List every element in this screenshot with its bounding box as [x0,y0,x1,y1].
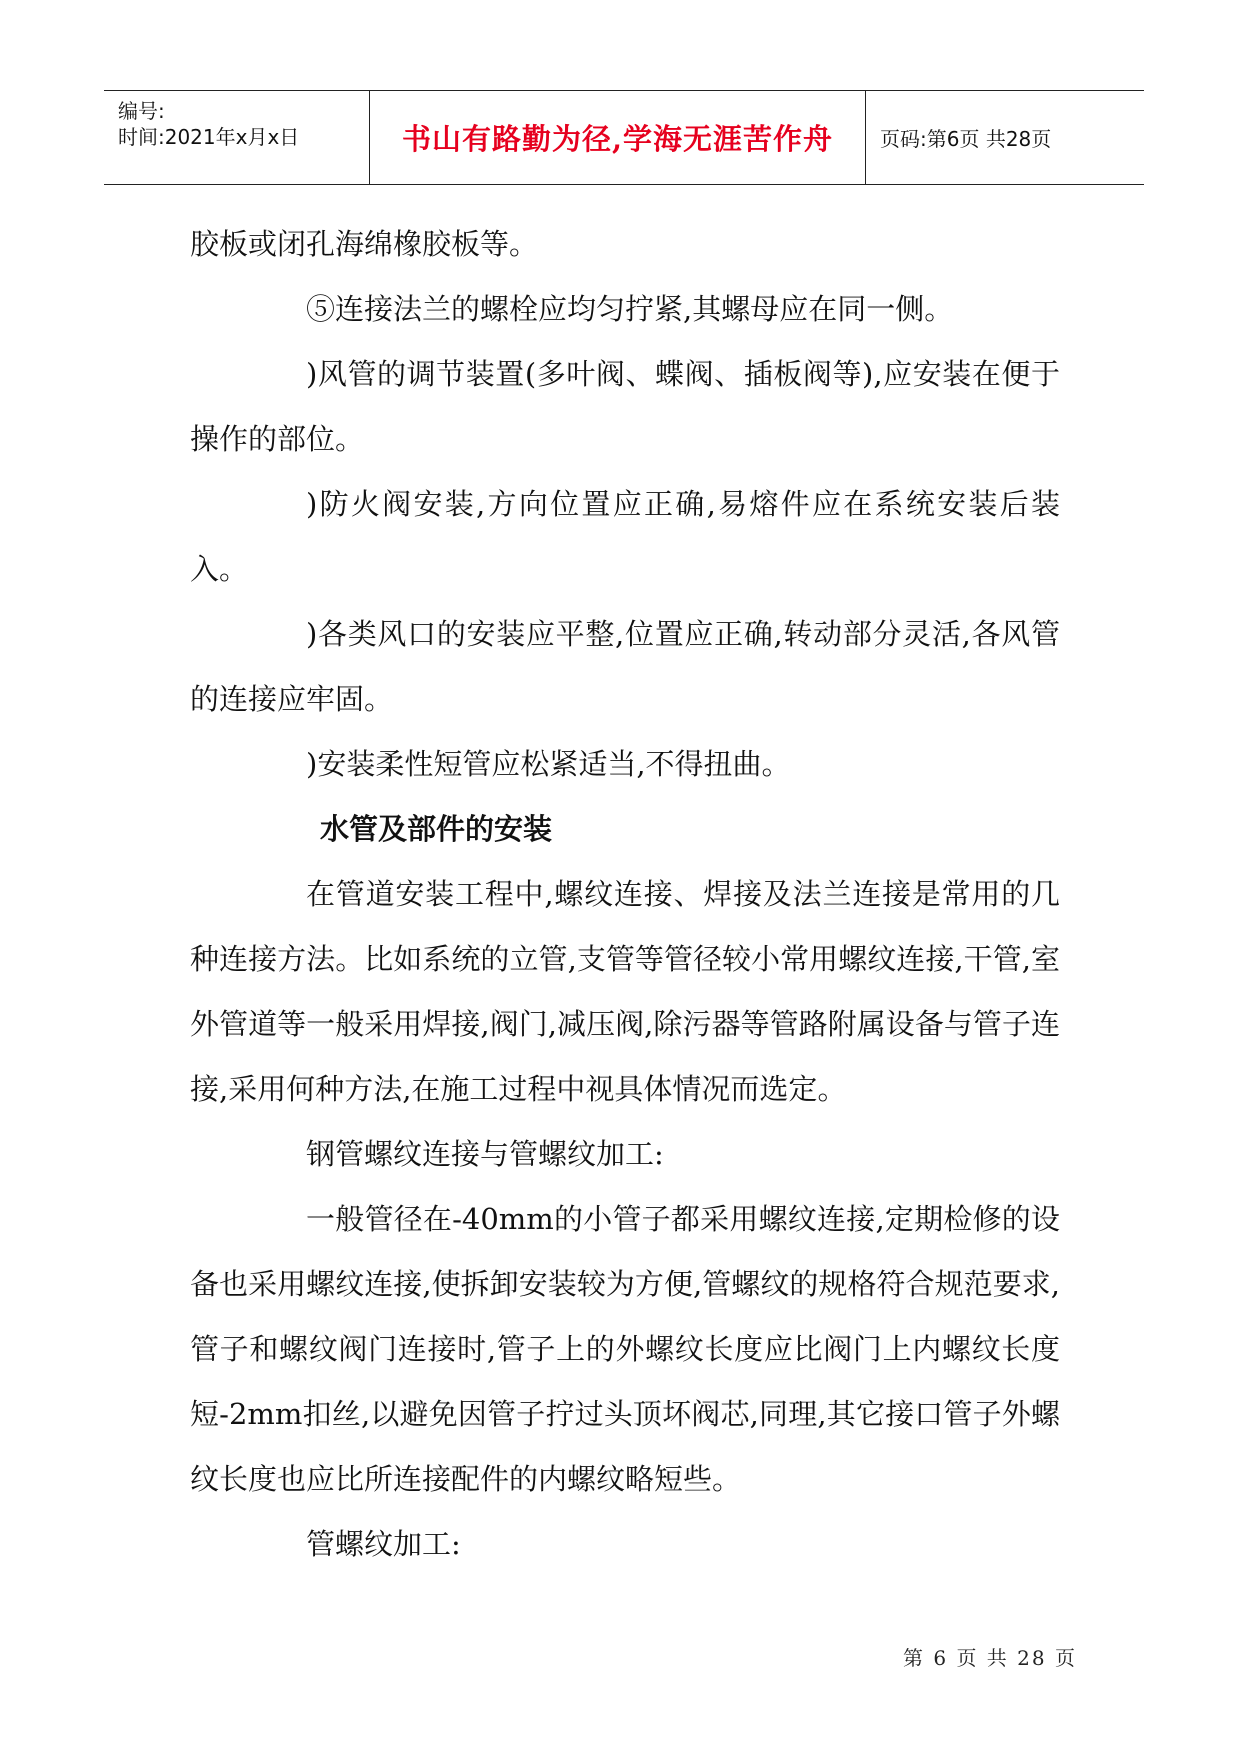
paragraph: 胶板或闭孔海绵橡胶板等。 [190,227,539,261]
header-page-info: 页码:第6页 共28页 [880,127,1052,151]
page-header [104,90,1144,185]
paragraph: 管螺纹加工: [306,1527,461,1561]
paragraph: ⑤连接法兰的螺栓应均匀拧紧,其螺母应在同一侧。 [306,292,954,326]
document-number-label: 编号: [118,99,165,123]
header-motto: 书山有路勤为径,学海无涯苦作舟 [401,122,834,156]
header-page-cell [866,91,1144,184]
section-heading: 水管及部件的安装 [320,812,553,846]
paragraph: 一般管径在-40mm的小管子都采用螺纹连接,定期检修的设备也采用螺纹连接,使拆卸安装较为方便,管螺纹的规格符合规范要求,管子和螺纹阀门连接时,管子上的外螺纹长度应比阀门上内螺纹长度短-2mm扣丝,以避免因管子拧过头顶坏阀芯,同理,其它接口管子外螺纹长度也应比所连接配件的内螺纹略短些。 [190,1202,1060,1496]
paragraph: )防火阀安装,方向位置应正确,易熔件应在系统安装后装入。 [190,487,1060,586]
paragraph: 在管道安装工程中,螺纹连接、焊接及法兰连接是常用的几种连接方法。比如系统的立管,支管等管径较小常用螺纹连接,干管,室外管道等一般采用焊接,阀门,减压阀,除污器等管路附属设备与管子连接,采用何种方法,在施工过程中视具体情况而选定。 [190,877,1060,1106]
paragraph: )风管的调节装置(多叶阀、蝶阀、插板阀等),应安装在便于操作的部位。 [190,357,1060,456]
header-left-cell [104,91,370,184]
paragraph: 钢管螺纹连接与管螺纹加工: [306,1137,664,1171]
paragraph: )安装柔性短管应松紧适当,不得扭曲。 [306,747,791,781]
header-motto-cell [370,91,866,184]
document-body [190,212,1060,1577]
paragraph: )各类风口的安装应平整,位置应正确,转动部分灵活,各风管的连接应牢固。 [190,617,1060,716]
document-time-label: 时间:2021年x月x日 [118,125,300,149]
page-footer: 第 6 页 共 28 页 [903,1646,1077,1670]
